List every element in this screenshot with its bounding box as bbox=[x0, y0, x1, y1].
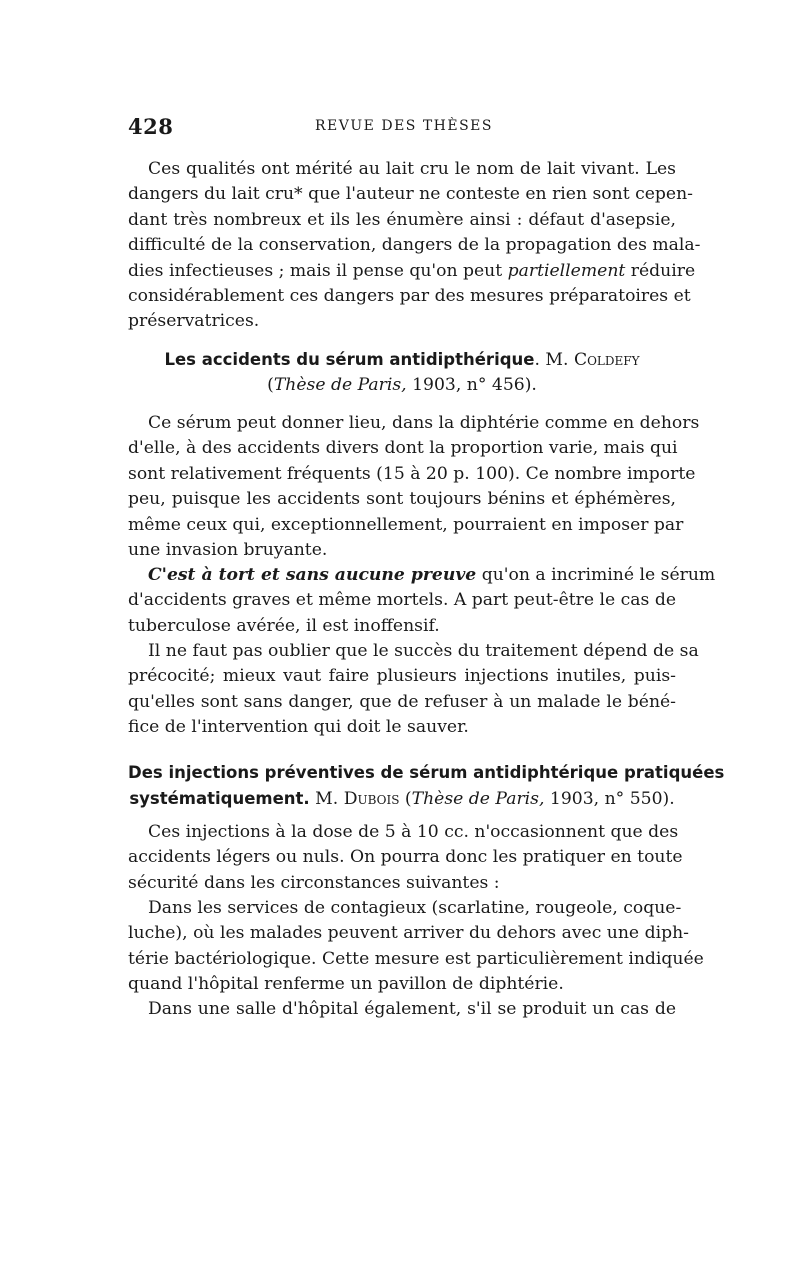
section-heading-2 bbox=[128, 760, 725, 813]
author-name: Coldefy bbox=[573, 350, 640, 370]
heading-line bbox=[128, 760, 725, 786]
text-line: C'est à tort et sans aucune preuve qu'on a incriminé le sérum bbox=[148, 565, 716, 585]
paragraph-6 bbox=[128, 896, 704, 998]
text-line: dant très nombreux et ils les énumère ainsi : défaut d'asepsie, bbox=[128, 209, 676, 230]
paragraph-4 bbox=[128, 639, 699, 741]
text-line: térie bactériologique. Cette mesure est particulièrement indiquée bbox=[128, 948, 704, 969]
text-line: Ces qualités ont mérité au lait cru le nom de lait vivant. Les bbox=[148, 159, 676, 179]
text-line: considérablement ces dangers par des mesures préparatoires et bbox=[128, 286, 691, 307]
text-line: Dans les services de contagieux (scarlatine, rougeole, coque- bbox=[148, 898, 682, 918]
text-line: tuberculose avérée, il est inoffensif. bbox=[128, 615, 440, 636]
author-name: Dubois bbox=[343, 789, 400, 810]
text-line: Ce sérum peut donner lieu, dans la diphtérie comme en dehors bbox=[148, 413, 700, 433]
heading-line: Les accidents du sérum antidipthérique. M. Coldefy bbox=[164, 350, 640, 370]
text-line: fice de l'intervention qui doit le sauver. bbox=[128, 717, 469, 738]
text-line: Il ne faut pas oublier que le succès du traitement dépend de sa bbox=[148, 641, 699, 661]
text-line: Dans une salle d'hôpital également, s'il se produit un cas de bbox=[148, 999, 676, 1019]
text-line: préservatrices. bbox=[128, 311, 260, 332]
text-line: d'elle, à des accidents divers dont la proportion varie, mais qui bbox=[128, 438, 678, 459]
text-line: qu'elles sont sans danger, que de refuser à un malade le béné- bbox=[128, 691, 676, 712]
page-number: 428 bbox=[128, 114, 174, 139]
paragraph-7 bbox=[128, 997, 676, 1022]
text-line: accidents légers ou nuls. On pourra donc les pratiquer en toute bbox=[128, 847, 683, 868]
text-line: d'accidents graves et même mortels. A part peut-être le cas de bbox=[128, 590, 676, 611]
paragraph-1 bbox=[128, 157, 701, 335]
emphasis: C'est à tort et sans aucune preuve bbox=[148, 565, 477, 585]
text-line: même ceux qui, exceptionnellement, pourraient en imposer par bbox=[128, 514, 684, 535]
heading-line: systématiquement. M. Dubois (Thèse de Paris, 1903, n° 550). bbox=[129, 789, 675, 810]
paragraph-5 bbox=[128, 820, 683, 896]
text-line: dies infectieuses ; mais il pense qu'on peut partiellement réduire bbox=[128, 260, 696, 281]
text-line: difficulté de la conservation, dangers de la propagation des mala- bbox=[128, 235, 701, 256]
running-head bbox=[128, 114, 680, 142]
text-line: luche), où les malades peuvent arriver du dehors avec une diph- bbox=[128, 923, 689, 944]
section-title: Des injections préventives de sérum antidiphtérique pratiquées bbox=[128, 763, 725, 782]
text-line: sont relativement fréquents (15 à 20 p. 100). Ce nombre importe bbox=[128, 463, 696, 484]
text-line: quand l'hôpital renferme un pavillon de diphtérie. bbox=[128, 974, 564, 995]
paragraph-3 bbox=[128, 563, 716, 639]
paragraph-2 bbox=[128, 411, 700, 563]
text-line: Ces injections à la dose de 5 à 10 cc. n'occasionnent que des bbox=[148, 822, 679, 842]
text-line: une invasion bruyante. bbox=[128, 540, 328, 561]
section-title: Les accidents du sérum antidipthérique bbox=[164, 350, 535, 369]
text-line: peu, puisque les accidents sont toujours bénins et éphémères, bbox=[128, 489, 676, 510]
section-heading-1 bbox=[128, 347, 676, 399]
emphasis: partiellement bbox=[507, 260, 626, 281]
text-line: dangers du lait cru* que l'auteur ne conteste en rien sont cepen- bbox=[128, 184, 693, 205]
text-line: précocité; mieux vaut faire plusieurs injections inutiles, puis- bbox=[128, 666, 676, 687]
heading-reference: (Thèse de Paris, 1903, n° 456). bbox=[267, 375, 537, 396]
running-title: REVUE DES THÈSES bbox=[315, 118, 493, 134]
text-line: sécurité dans les circonstances suivantes : bbox=[128, 872, 500, 893]
